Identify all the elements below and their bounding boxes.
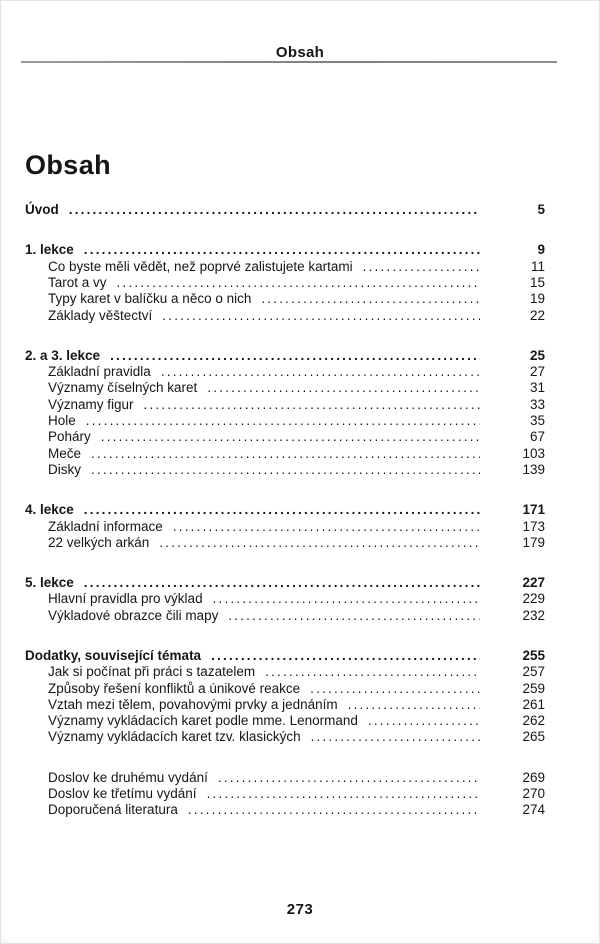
toc-group [25,648,545,746]
toc-entry-label: Výkladové obrazce čili mapy [48,607,219,623]
toc-leader-dots [208,770,480,786]
toc-leader-dots [76,413,480,429]
toc-item-row [25,259,545,275]
toc-entry-page: 25 [529,347,545,363]
toc-entry-page: 274 [522,802,545,818]
toc-leader-dots [358,713,480,729]
toc-item-row [25,275,545,291]
toc-item-row [25,664,545,680]
toc-item-row [25,397,545,413]
toc-entry-page: 227 [522,575,545,591]
toc-entry-label: Významy vykládacích karet tzv. klasických [48,729,301,745]
toc-item-row [25,308,545,324]
toc-entry-page: 173 [522,518,545,534]
toc-section-row [25,242,545,258]
toc-leader-dots [251,291,480,307]
toc-entry-page: 31 [529,380,545,396]
page-title: Obsah [25,150,112,180]
toc-leader-dots [203,591,480,607]
toc-entry-page: 255 [522,647,545,663]
toc-leader-dots [74,242,480,258]
toc-entry-label: Významy vykládacích karet podle mme. Lenormand [48,713,358,729]
toc-entry-page: 265 [522,729,545,745]
toc-entry-label: Způsoby řešení konfliktů a únikové reakce [48,680,301,696]
toc-entry-page: 232 [522,607,545,623]
header-rule [21,61,557,63]
toc-item-row [25,697,545,713]
toc-entry-label: 22 velkých arkán [48,534,150,550]
toc-leader-dots [81,446,480,462]
toc-leader-dots [353,259,480,275]
toc-leader-dots [134,397,480,413]
toc-section-row [25,648,545,664]
toc-entry-label: Dodatky, související témata [25,647,202,663]
toc-item-row [25,681,545,697]
toc-leader-dots [152,308,480,324]
toc-item-row [25,729,545,745]
toc-leader-dots [100,348,480,364]
toc-group [25,348,545,478]
toc-entry-label: Významy figur [48,396,134,412]
toc-leader-dots [74,502,480,518]
toc-entry-page: 261 [522,696,545,712]
toc-entry-label: Základní pravidla [48,364,151,380]
toc-leader-dots [59,202,480,218]
toc-item-row [25,608,545,624]
toc-item-row [25,429,545,445]
page-number-folio: 273 [286,901,314,918]
toc-section-row [25,575,545,591]
toc-leader-dots [178,802,480,818]
toc-leader-dots [197,786,480,802]
toc-leader-dots [107,275,480,291]
toc-item-row [25,462,545,478]
toc-item-row [25,802,545,818]
toc-entry-label: Doporučená literatura [48,802,178,818]
toc-leader-dots [301,729,480,745]
toc-entry-page: 22 [529,307,545,323]
toc-entry-page: 19 [529,291,545,307]
toc-entry-label: Základy věštectví [48,307,153,323]
toc-groups [25,202,545,819]
toc-leader-dots [255,664,480,680]
toc-leader-dots [197,380,480,396]
toc-entry-label: Významy číselných karet [48,380,198,396]
toc-entry-label: Doslov ke druhému vydání [48,769,208,785]
toc-entry-label: 4. lekce [25,502,74,518]
toc-item-row [25,291,545,307]
toc-leader-dots [81,462,480,478]
toc-leader-dots [338,697,480,713]
toc-entry-page: 179 [522,534,545,550]
toc-entry-label: 5. lekce [25,575,74,591]
toc-section-row [25,502,545,518]
toc-entry-label: Typy karet v balíčku a něco o nich [48,291,252,307]
toc-entry-label: 1. lekce [25,242,74,258]
toc-entry-page: 269 [522,769,545,785]
toc-leader-dots [149,535,480,551]
toc-entry-label: Poháry [48,429,91,445]
toc-entry-label: Jak si počínat při práci s tazatelem [48,664,256,680]
running-header-title: Obsah [275,44,325,61]
toc-content [25,150,545,819]
toc-entry-label: Disky [48,461,81,477]
toc-entry-label: Doslov ke třetímu vydání [48,786,197,802]
toc-entry-page: 259 [522,680,545,696]
toc-entry-label: Hlavní pravidla pro výklad [48,591,203,607]
toc-entry-page: 229 [522,591,545,607]
toc-entry-page: 270 [522,786,545,802]
toc-entry-label: Úvod [25,202,59,218]
toc-entry-label: Vztah mezi tělem, povahovými prvky a jednáním [48,696,338,712]
toc-entry-label: Tarot a vy [48,274,107,290]
toc-leader-dots [74,575,480,591]
toc-entry-page: 27 [529,364,545,380]
toc-entry-page: 67 [529,429,545,445]
toc-entry-page: 257 [522,664,545,680]
toc-entry-label: Co byste měli vědět, než poprvé zalistujete kartami [48,258,353,274]
toc-entry-label: Hole [48,413,76,429]
toc-leader-dots [151,364,480,380]
toc-leader-dots [300,681,480,697]
toc-entry-label: 2. a 3. lekce [25,347,101,363]
toc-item-row [25,446,545,462]
toc-entry-page: 11 [530,258,545,274]
toc-entry-label: Meče [48,445,82,461]
toc-entry-page: 9 [537,242,545,258]
toc-group [25,242,545,323]
toc-leader-dots [163,519,480,535]
toc-leader-dots [218,608,480,624]
toc-group [25,502,545,551]
toc-entry-page: 103 [522,445,545,461]
toc-entry-page: 262 [522,713,545,729]
toc-item-row [25,591,545,607]
toc-item-row [25,786,545,802]
toc-item-row [25,380,545,396]
toc-entry-page: 15 [529,274,545,290]
toc-entry-page: 5 [537,202,545,218]
toc-leader-dots [91,429,480,445]
toc-group [25,575,545,624]
toc-entry-page: 33 [529,396,545,412]
toc-item-row [25,535,545,551]
toc-item-row [25,519,545,535]
toc-section-row [25,348,545,364]
toc-entry-page: 35 [529,413,545,429]
toc-item-row [25,413,545,429]
toc-item-row [25,364,545,380]
toc-entry-page: 139 [522,461,545,477]
toc-entry-label: Základní informace [48,518,163,534]
toc-entry-page: 171 [522,502,545,518]
toc-item-row [25,713,545,729]
toc-item-row [25,770,545,786]
toc-section-row [25,202,545,218]
toc-group [25,770,545,819]
toc-leader-dots [201,648,480,664]
toc-group [25,202,545,218]
